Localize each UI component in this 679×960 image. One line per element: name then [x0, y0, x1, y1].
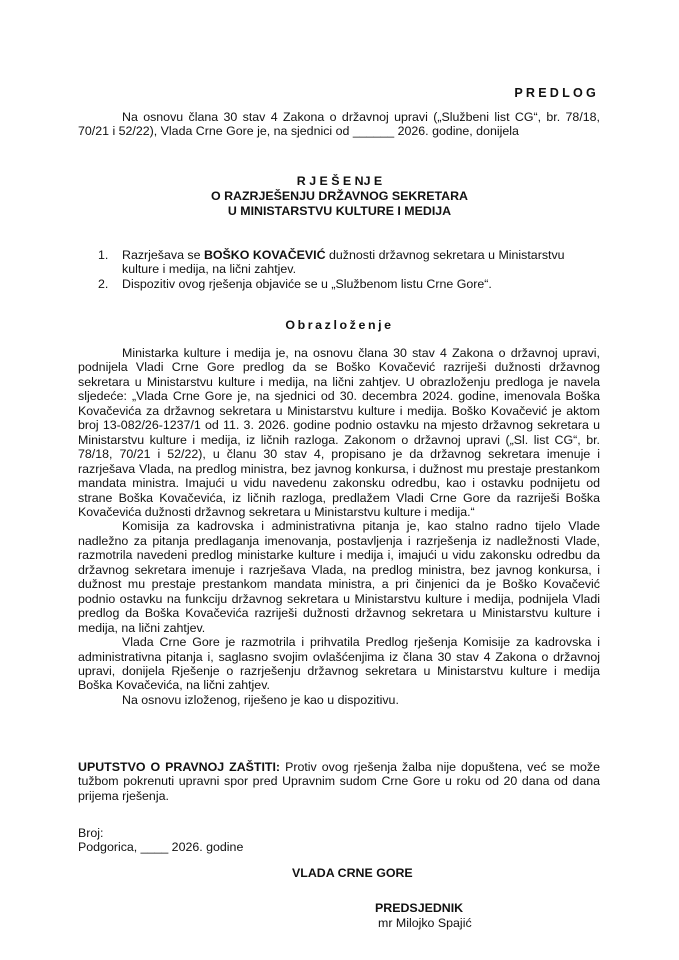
government-name: VLADA CRNE GORE — [292, 866, 413, 880]
preamble: Na osnovu člana 30 stav 4 Zakona o državnoj upravi („Službeni list CG“, br. 78/18, 70/21 i 52/22), Vlada Crne Gore je, na sjednici od ______ 2026. godine, donijela — [78, 110, 600, 139]
legal-notice — [78, 760, 600, 803]
title-line-1: R J E Š E NJ E — [296, 174, 383, 188]
signatory-name: mr Milojko Spajić — [378, 916, 472, 930]
explanation-body — [78, 346, 600, 707]
dispositive-list — [98, 248, 600, 291]
signatory-role: PREDSJEDNIK — [375, 901, 464, 915]
item-text: Dispozitiv ovog rješenja objaviće se u „Službenom listu Crne Gore“. — [122, 276, 492, 291]
list-item — [98, 277, 600, 291]
document-title — [0, 174, 679, 219]
explanation-paragraph: Ministarka kulture i medija je, na osnovu člana 30 stav 4 Zakona o državnoj upravi, podnijela Vladi Crne Gore predlog da se Boško Kovačević razriješi dužnosti državnog sekretara u Ministarstvu kulture i medija, na lični zahtjev. U obrazloženju predloga je navela sljedeće: „Vlada Crne Gore je, na sjednici od 30. decembra 2024. godine, imenovala Boška Kovačevića za državnog sekretara u Ministarstvu kulture i medija. Boško Kovačević je aktom broj 13-082/26-1237/1 od 11. 3. 2026. godine podnio ostavku na mjesto državnog sekretara u Ministarstvu kulture i medija, iz ličnih razloga. Zakonom o državnoj upravi („Sl. list CG“, br. 78/18, 70/21 i 52/22), u članu 30 stav 4, propisano je da državnog sekretara imenuje i razrješava Vlada, na predlog ministra, bez javnog konkursa, i dužnost mu prestaje prestankom mandata ministra. Imajući u vidu navedenu zakonsku odredbu, kao i ostavku podnijetu od strane Boška Kovačevića, iz ličnih razloga, predlažem Vladi Crne Gore da razriješi Boška Kovačevića dužnosti državnog sekretara u Ministarstvu kulture i medija.“ — [78, 346, 600, 519]
item-text: dužnosti državnog sekretara u Ministarstvu kulture i medija, na lični zahtjev. — [122, 248, 565, 277]
explanation-paragraph: Vlada Crne Gore je razmotrila i prihvatila Predlog rješenja Komisije za kadrovska i administrativna pitanja i, saglasno svojim ovlašćenjima iz člana 30 stav 4 Zakona o državnoj upravi, donijela Rješenje o razrješenju državnog sekretara u Ministarstvu kulture i medija Boška Kovačevića, na lični zahtjev. — [78, 635, 600, 693]
title-line-2: O RAZRJEŠENJU DRŽAVNOG SEKRETARA — [210, 189, 468, 203]
explanation-heading: Obrazloženje — [285, 318, 394, 332]
place-date: Podgorica, ____ 2026. godine — [78, 840, 244, 854]
item-number: 2. — [98, 276, 109, 291]
list-item — [98, 248, 600, 277]
legal-notice-label: UPUTSTVO O PRAVNOJ ZAŠTITI: — [78, 760, 281, 774]
title-line-3: U MINISTARSTVU KULTURE I MEDIJA — [227, 204, 452, 218]
explanation-paragraph: Komisija za kadrovska i administrativna pitanja je, kao stalno radno tijelo Vlade nadležno za pitanja predlaganja imenovanja, postavljenja i razrješenja iz nadležnosti Vlade, razmotrila navedeni predlog ministarke kulture i medija i, imajući u vidu zakonsku odredbu da državnog sekretara imenuje i razrješava Vlada, na predlog ministra, bez javnog konkursa, i dužnost mu prestaje prestankom mandata ministra, a pri činjenici da je Boško Kovačević podnio ostavku na funkciju državnog sekretara u Ministarstvu kulture i medija, podnijela Vladi predlog da Boška Kovačevića razriješi dužnosti državnog sekretara u Ministarstvu kulture i medija, na lični zahtjev. — [78, 519, 600, 635]
proposal-label: PREDLOG — [514, 86, 599, 100]
explanation-paragraph: Na osnovu izloženog, riješeno je kao u dispozitivu. — [122, 692, 399, 707]
item-number: 1. — [98, 248, 109, 262]
person-name: BOŠKO KOVAČEVIĆ — [203, 248, 326, 262]
legal-notice-text: Protiv ovog rješenja žalba nije dopuštena, već se može tužbom pokrenuti upravni spor pred Upravnim sudom Crne Gore u roku od 20 dana od dana prijema rješenja. — [78, 760, 601, 803]
document-number: Broj: — [78, 826, 104, 840]
item-text: Razrješava se — [122, 248, 204, 262]
